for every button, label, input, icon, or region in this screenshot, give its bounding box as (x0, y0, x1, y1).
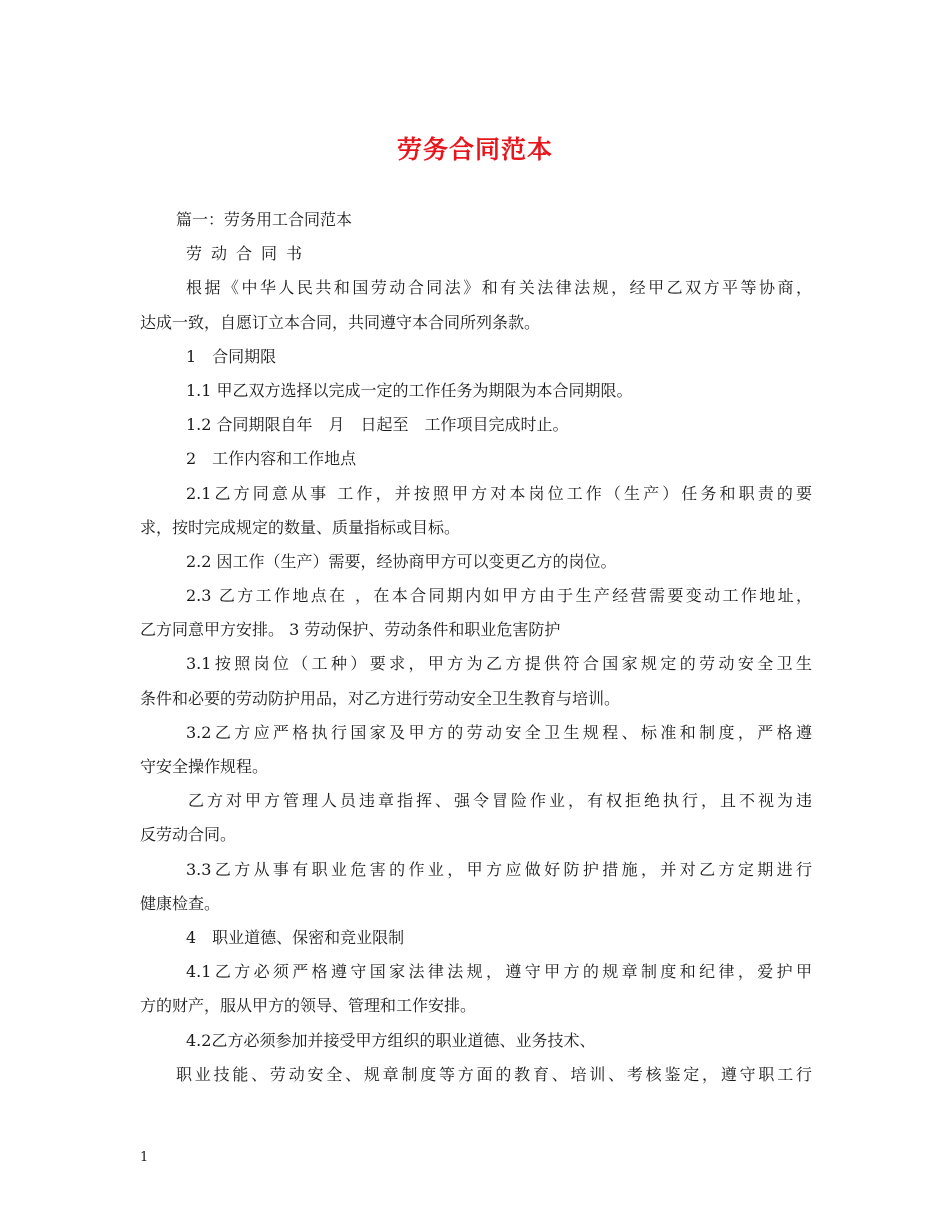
paragraph-line: 4.1乙方必须严格遵守国家法律法规，遵守甲方的规章制度和纪律，爱护甲 (186, 962, 812, 982)
paragraph-line: 4.2乙方必须参加并接受甲方组织的职业道德、业务技术、 (186, 1030, 596, 1050)
paragraph-line: 根据《中华人民共和国劳动合同法》和有关法律法规，经甲乙双方平等协商， (186, 278, 812, 298)
page-number: 1 (140, 1150, 149, 1165)
paragraph-line: 3.1按照岗位（工种）要求，甲方为乙方提供符合国家规定的劳动安全卫生 (186, 654, 812, 674)
paragraph-line: 1.1 甲乙双方选择以完成一定的工作任务为期限为本合同期限。 (186, 380, 633, 400)
clause-heading: 4 职业道德、保密和竞业限制 (186, 927, 405, 947)
paragraph-line: 2.3 乙方工作地点在 ，在本合同期内如甲方由于生产经营需要变动工作地址， (186, 586, 812, 606)
paragraph-line: 3.2乙方应严格执行国家及甲方的劳动安全卫生规程、标准和制度，严格遵 (186, 722, 812, 742)
section-heading: 篇一：劳务用工合同范本 (176, 210, 353, 229)
paragraph-line: 2.2 因工作（生产）需要，经协商甲方可以变更乙方的岗位。 (186, 551, 617, 571)
paragraph-line: 条件和必要的劳动防护用品，对乙方进行劳动安全卫生教育与培训。 (140, 688, 621, 708)
paragraph-line: 反劳动合同。 (140, 825, 237, 845)
paragraph-line: 求，按时完成规定的数量、质量指标或目标。 (140, 517, 461, 537)
paragraph-line: 职业技能、劳动安全、规章制度等方面的教育、培训、考核鉴定，遵守职工行 (176, 1064, 812, 1084)
paragraph-line: 守安全操作规程。 (140, 757, 269, 776)
clause-heading: 1 合同期限 (186, 346, 277, 366)
paragraph-line: 方的财产，服从甲方的领导、管理和工作安排。 (140, 996, 477, 1016)
clause-heading: 2 工作内容和工作地点 (186, 449, 357, 469)
paragraph-line: 达成一致，自愿订立本合同，共同遵守本合同所列条款。 (140, 312, 541, 332)
contract-heading: 劳动合同书 (186, 244, 312, 264)
paragraph-line: 3.3乙方从事有职业危害的作业，甲方应做好防护措施，并对乙方定期进行 (186, 859, 812, 879)
paragraph-line: 2.1乙方同意从事 工作，并按照甲方对本岗位工作（生产）任务和职责的要 (186, 483, 812, 503)
paragraph-line: 1.2 合同期限自年 月 日起至 工作项目完成时止。 (186, 415, 569, 435)
paragraph-line: 乙方同意甲方安排。 3 劳动保护、劳动条件和职业危害防护 (140, 620, 561, 640)
paragraph-line: 健康检查。 (140, 893, 221, 913)
document-title: 劳务合同范本 (396, 135, 553, 164)
paragraph-line: 乙方对甲方管理人员违章指挥、强令冒险作业，有权拒绝执行，且不视为违 (188, 791, 812, 811)
document-body (140, 203, 812, 1092)
